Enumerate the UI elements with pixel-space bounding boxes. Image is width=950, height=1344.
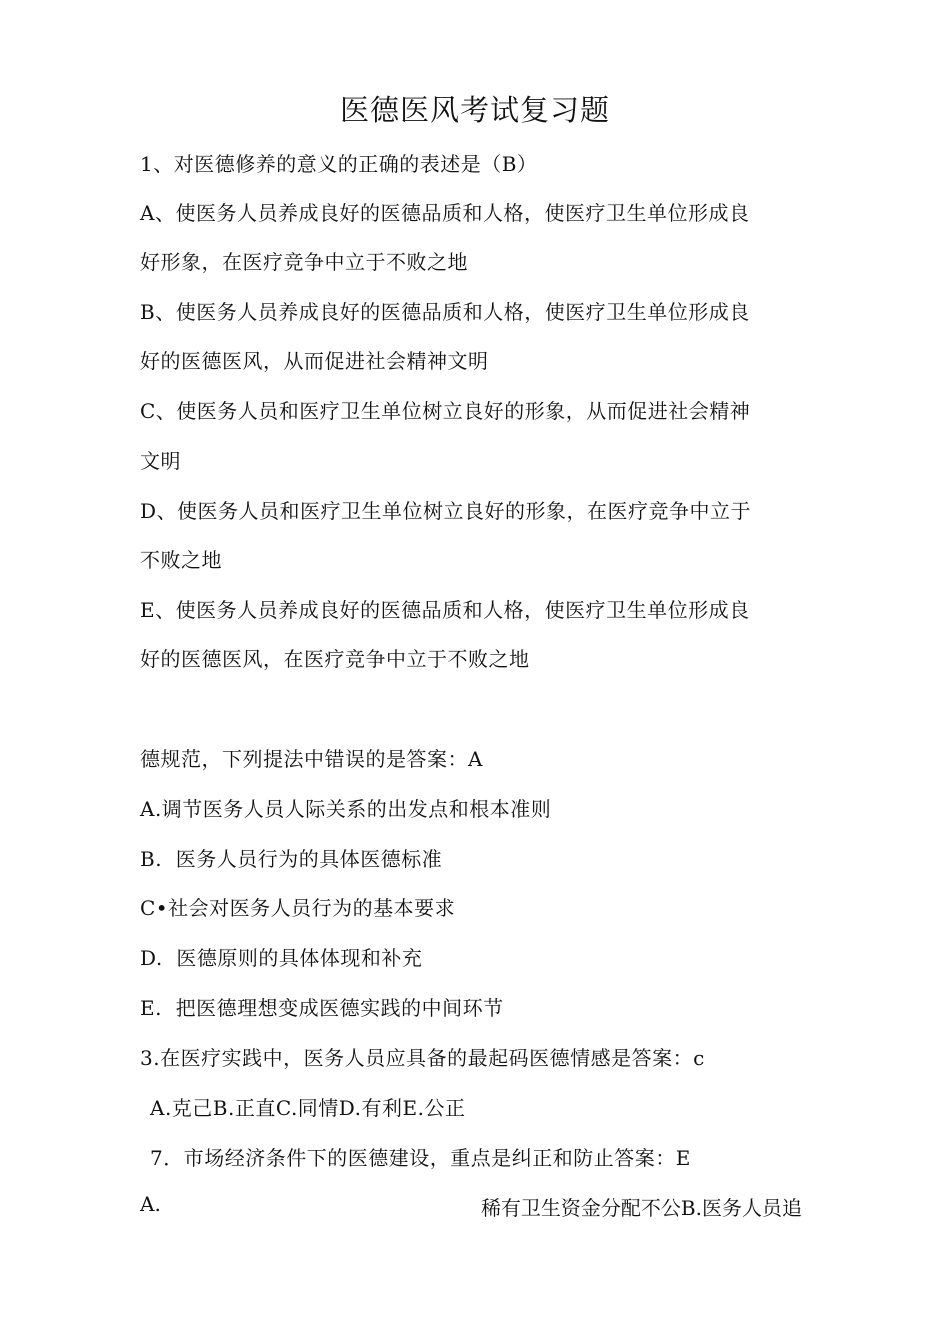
q2-stem: 德规范，下列提法中错误的是答案：A (140, 747, 483, 771)
q1-option-d-line2: 不败之地 (140, 548, 222, 572)
q1-option-c-line1: C、使医务人员和医疗卫生单位树立良好的形象，从而促进社会精神 (140, 399, 751, 423)
q1-option-a-line1: A、使医务人员养成良好的医德品质和人格，使医疗卫生单位形成良 (140, 201, 750, 225)
q2-option-c: C•社会对医务人员行为的基本要求 (140, 896, 456, 920)
q1-option-e-line1: E、使医务人员养成良好的医德品质和人格，使医疗卫生单位形成良 (140, 598, 750, 622)
q1-option-b-line2: 好的医德医风，从而促进社会精神文明 (140, 349, 489, 373)
q7-option-a-label: A. (140, 1192, 161, 1216)
document-title: 医德医风考试复习题 (339, 93, 610, 127)
q2-option-a: A.调节医务人员人际关系的出发点和根本准则 (140, 797, 552, 821)
q1-option-d-line1: D、使医务人员和医疗卫生单位树立良好的形象，在医疗竞争中立于 (140, 499, 752, 523)
q7-option-a-text: 稀有卫生资金分配不公B.医务人员追 (480, 1196, 802, 1220)
q1-stem: 1、对医德修养的意义的正确的表述是（B） (140, 152, 538, 176)
q3-stem: 3.在医疗实践中，医务人员应具备的最起码医德情感是答案：c (140, 1046, 705, 1070)
q2-option-b: B. 医务人员行为的具体医德标准 (140, 847, 443, 871)
q3-options: A.克己B.正直C.同情D.有利E.公正 (150, 1096, 466, 1120)
q2-option-d: D. 医德原则的具体体现和补充 (140, 946, 423, 970)
q2-option-e: E. 把医德理想变成医德实践的中间环节 (140, 996, 504, 1020)
q1-option-b-line1: B、使医务人员养成良好的医德品质和人格，使医疗卫生单位形成良 (140, 300, 750, 324)
q1-option-c-line2: 文明 (140, 449, 181, 473)
q7-stem: 7．市场经济条件下的医德建设，重点是纠正和防止答案：E (150, 1146, 691, 1170)
q1-option-e-line2: 好的医德医风，在医疗竞争中立于不败之地 (140, 647, 530, 671)
q1-option-a-line2: 好形象，在医疗竞争中立于不败之地 (140, 250, 468, 274)
